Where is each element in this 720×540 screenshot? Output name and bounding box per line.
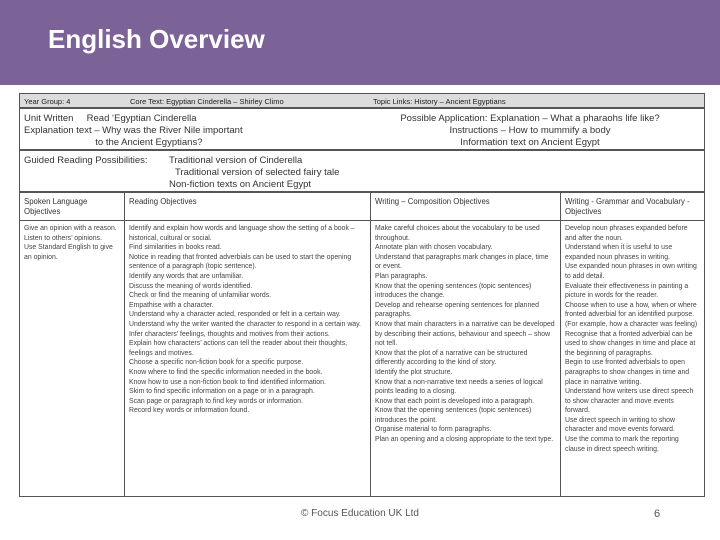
objective-item: Know that the opening sentences (topic sentences) introduces the change. — [375, 282, 532, 300]
column-items — [561, 221, 704, 454]
objective-item: Record key words or information found. — [129, 407, 250, 415]
objective-item: Know that main characters in a narrative can be developed by describing their actions, behaviour and speech – show not tell. — [375, 320, 555, 348]
guided-list — [169, 155, 339, 191]
objective-item: Empathise with a character. — [129, 301, 214, 309]
guided-label: Guided Reading Possibilities: — [24, 155, 148, 166]
objective-item: Explain how characters’ actions can tell the reader about their thoughts, feelings and motives. — [129, 340, 348, 357]
objective-item: Organise material to form paragraphs. — [375, 426, 492, 434]
header-banner — [0, 0, 720, 85]
column-items — [125, 221, 370, 416]
unit-written — [24, 113, 354, 149]
copyright-footer: © Focus Education UK Ltd — [301, 508, 419, 519]
objective-item: Understand how writers use direct speech to show character and move events forward. — [565, 388, 694, 415]
objective-item: Listen to others’ opinions. — [24, 234, 102, 242]
application-line: Possible Application: Explanation – What a pharaohs life like? — [400, 113, 660, 124]
unit-line: to the Ancient Egyptians? — [24, 137, 203, 148]
objective-item: Know how to use a non-fiction book to find identified information. — [129, 378, 326, 386]
objective-item: Notice in reading that fronted adverbials can be used to start the opening sentence of a paragraph (topic sentence). — [129, 253, 352, 271]
application-line: Instructions – How to mummify a body — [449, 125, 611, 136]
objective-item: Annotate plan with chosen vocabulary. — [375, 244, 493, 252]
objective-item: Know that the plot of a narrative can be structured differently according to the kind of story. — [375, 349, 528, 367]
objective-item: Know that a non-narrative text needs a series of logical points leading to a closing. — [375, 378, 543, 396]
objective-item: Use expanded noun phrases in own writing to add detail. — [565, 263, 697, 280]
objectives-table — [19, 192, 705, 497]
objective-item: Develop noun phrases expanded before and after the noun. — [565, 225, 688, 242]
objective-item: Identify any words that are unfamiliar. — [129, 272, 244, 280]
objective-item: Choose when to use a how, when or where fronted adverbial for an identified purpose. (For example, how a character was feeling) — [565, 301, 698, 328]
column-heading: Writing - Grammar and Vocabulary - Objectives — [561, 193, 704, 221]
objective-item: Identify and explain how words and language show the setting of a book – historical, cultural or social. — [129, 225, 355, 242]
objective-item: Identify the plot structure. — [375, 368, 453, 376]
topic-links: Topic Links: History – Ancient Egyptians — [373, 97, 506, 106]
objective-item: Know that each point is developed into a paragraph. — [375, 397, 534, 405]
objective-item: Scan page or paragraph to find key words or information. — [129, 397, 303, 405]
column-heading: Spoken Language Objectives — [20, 193, 124, 221]
objective-item: Infer characters’ feelings, thoughts and motives from their actions. — [129, 330, 330, 338]
objective-item: Develop and rehearse opening sentences for planned paragraphs. — [375, 301, 539, 319]
column-items — [20, 221, 124, 262]
objective-item: Know where to find the specific information needed in the book. — [129, 368, 323, 376]
objective-item: Make careful choices about the vocabulary to be used throughout. — [375, 225, 540, 242]
objective-item: Understand why the writer wanted the character to respond in a certain way. — [129, 320, 361, 328]
objective-item: Choose a specific non-fiction book for a specific purpose. — [129, 359, 304, 367]
column-items — [371, 221, 560, 445]
objective-item: Evaluate their effectiveness in painting a picture in words for the reader. — [565, 282, 689, 300]
application-line: Information text on Ancient Egypt — [460, 137, 600, 148]
objective-item: Recognise that a fronted adverbial can be used to show changes in time and place at the beginning of paragraphs. — [565, 330, 696, 357]
column-heading: Writing – Composition Objectives — [371, 193, 560, 221]
column-writing-composition — [370, 193, 560, 496]
objective-item: Use the comma to mark the reporting clause in direct speech writing. — [565, 436, 679, 453]
column-heading: Reading Objectives — [125, 193, 370, 221]
column-spoken-language — [20, 193, 124, 496]
objective-item: Use direct speech in writing to show character and move events forward. — [565, 416, 675, 434]
year-group: Year Group: 4 — [24, 97, 71, 106]
guided-item: Traditional version of selected fairy tale — [175, 167, 340, 178]
unit-line: Unit Written Read ‘Egyptian Cinderella — [24, 113, 197, 124]
guided-item: Traditional version of Cinderella — [169, 155, 303, 166]
column-reading — [124, 193, 370, 496]
objective-item: Understand why a character acted, responded or felt in a certain way. — [129, 311, 341, 319]
info-bar — [19, 93, 705, 108]
core-text: Core Text: Egyptian Cinderella – Shirley Climo — [130, 97, 284, 106]
objective-item: Give an opinion with a reason. — [24, 225, 117, 232]
guided-reading — [19, 150, 705, 192]
guided-item: Non-fiction texts on Ancient Egypt — [169, 179, 312, 190]
page-title: English Overview — [48, 24, 265, 54]
objective-item: Know that the opening sentences (topic sentences) introduces the point. — [375, 407, 532, 424]
objective-item: Begin to use fronted adverbials to open paragraphs to show changes in time and place in narrative writing. — [565, 359, 690, 386]
objective-item: Find similarities in books read. — [129, 244, 222, 252]
unit-line: Explanation text – Why was the River Nile important — [24, 125, 243, 136]
objective-item: Understand when it is useful to use expanded noun phrases in writing. — [565, 244, 673, 261]
column-grammar-vocabulary — [560, 193, 704, 496]
objective-item: Discuss the meaning of words identified. — [129, 282, 253, 290]
unit-row — [19, 108, 705, 150]
possible-application — [360, 113, 700, 149]
objective-item: Check or find the meaning of unfamiliar words. — [129, 292, 272, 300]
objective-item: Plan an opening and a closing appropriate to the text type. — [375, 436, 554, 444]
objective-item: Skim to find specific information on a page or in a paragraph. — [129, 388, 315, 396]
objective-item: Understand that paragraphs mark changes in place, time or event. — [375, 253, 549, 271]
objective-item: Use Standard English to give an opinion. — [24, 244, 113, 261]
page-number: 6 — [654, 508, 661, 520]
objective-item: Plan paragraphs. — [375, 272, 428, 280]
